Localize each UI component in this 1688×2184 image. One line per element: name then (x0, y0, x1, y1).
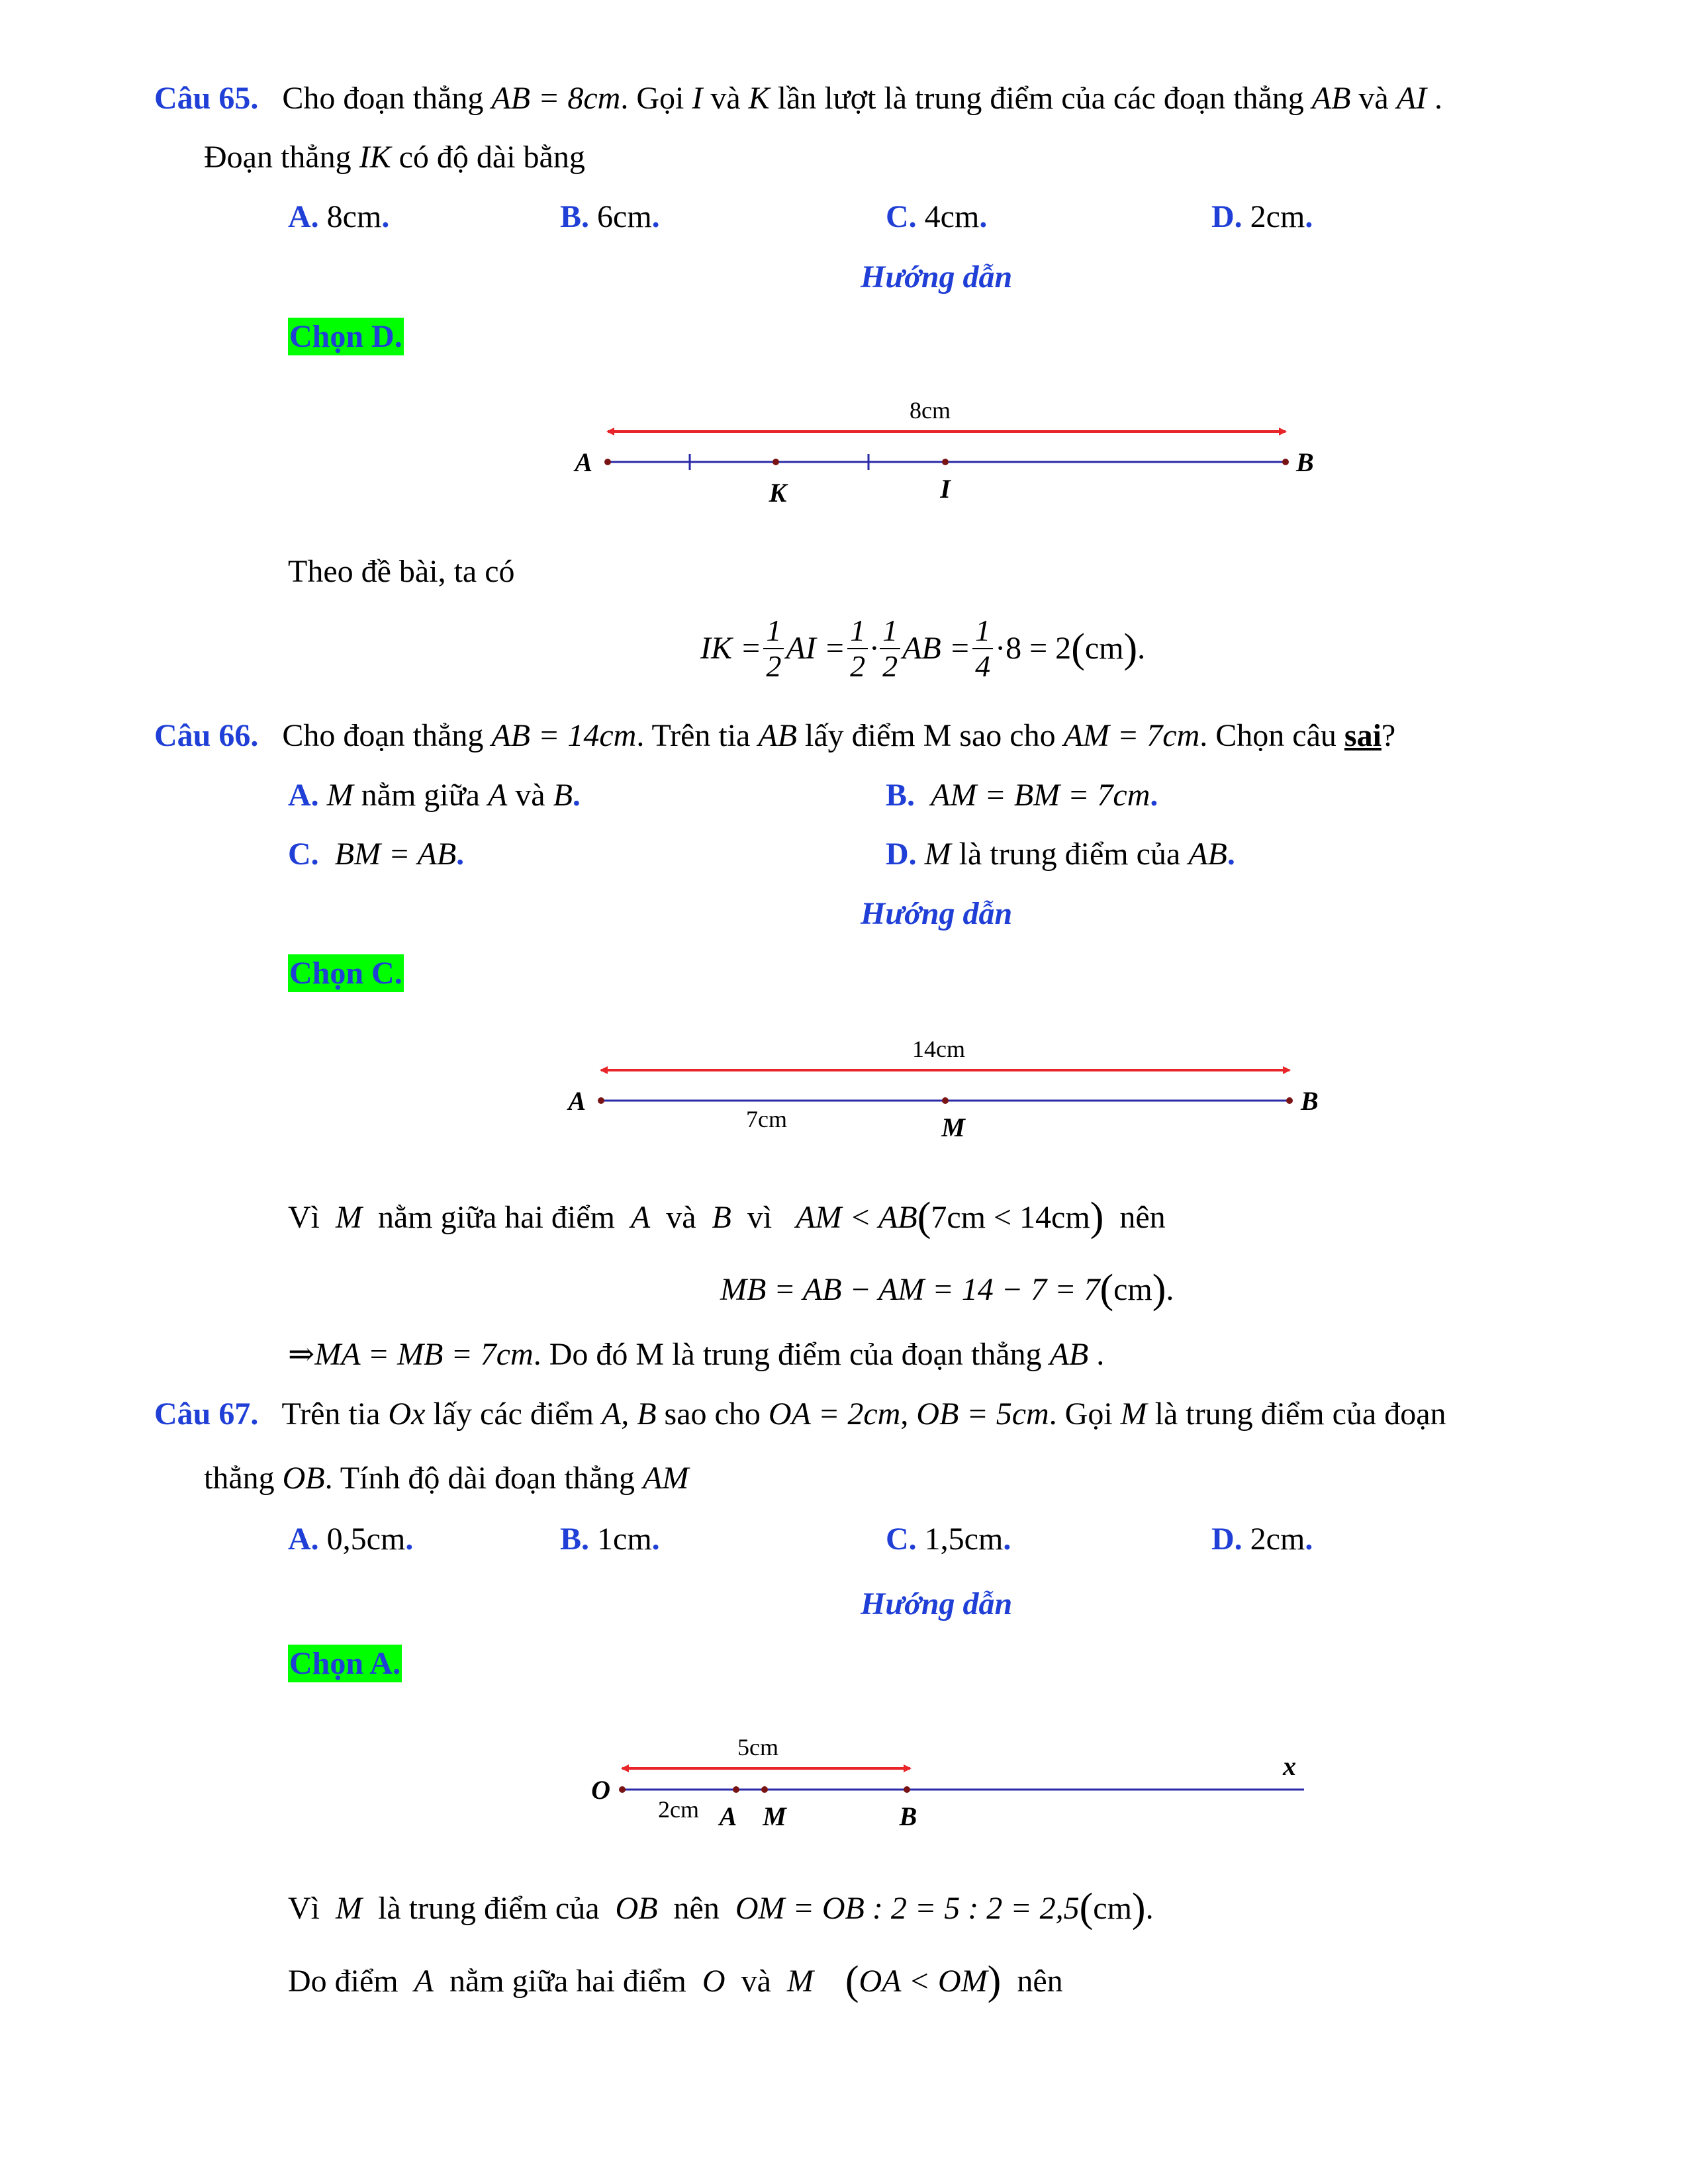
option-letter: B. (560, 1522, 590, 1557)
paren: ( (1100, 1267, 1114, 1312)
q65-option-d[interactable] (1211, 201, 1313, 233)
q66-number: Câu 66. (154, 718, 259, 753)
q67-text: thẳng (204, 1461, 275, 1496)
numerator: 1 (972, 615, 993, 649)
answer-highlight: Chọn A. (289, 1646, 401, 1681)
q66-math: AB = 14cm (491, 718, 637, 753)
q67-question-line1 (154, 1398, 1446, 1430)
unit: cm (1084, 631, 1124, 666)
paren: ) (1123, 626, 1138, 671)
length-label: 14cm (912, 1036, 965, 1062)
implies-symbol: ⇒ (288, 1337, 315, 1372)
label-b: B (899, 1801, 917, 1831)
point-k (773, 459, 779, 465)
option-dot: . (456, 837, 465, 872)
text: nên (1017, 1964, 1063, 1999)
point-b (1286, 1097, 1293, 1104)
option-text: 0,5cm (326, 1522, 406, 1557)
length-label: 5cm (737, 1734, 778, 1760)
q66-guide-heading: Hướng dẫn (861, 896, 1013, 931)
q65-math-k: K (748, 81, 770, 116)
q65-math-ai: AI (1396, 81, 1427, 116)
math: AB (1049, 1337, 1089, 1372)
label-m: M (763, 1801, 786, 1831)
point-m (761, 1786, 768, 1793)
q67-solution-line2 (288, 1960, 1063, 2001)
q66-text: . Trên tia (636, 718, 751, 753)
paren: ) (1131, 1886, 1146, 1931)
paren: ( (845, 1958, 859, 2003)
paren: ( (917, 1195, 931, 1240)
paren: ) (1152, 1267, 1166, 1312)
option-letter: D. (1211, 1522, 1243, 1557)
q66-math: AM = 7cm (1063, 718, 1200, 753)
q66-diagram (0, 1029, 1688, 1148)
q65-text: có độ dài bằng (399, 140, 585, 175)
q66-question-line1 (154, 720, 1395, 752)
q65-text: . Gọi (620, 81, 684, 116)
denominator: 2 (882, 649, 898, 683)
point-m (942, 1097, 949, 1104)
text: nằm giữa hai điểm (377, 1200, 615, 1235)
math: AM < AB (796, 1200, 917, 1235)
q65-question-line1 (154, 83, 1442, 114)
point-b (904, 1786, 910, 1793)
text: nên (1119, 1200, 1166, 1235)
q66-solution-line2 (720, 1269, 1174, 1310)
option-dot: . (572, 778, 581, 813)
q67-diagram (0, 1721, 1688, 1846)
numerator: 1 (880, 615, 900, 649)
q67-text: , (900, 1396, 909, 1432)
q67-option-a[interactable] (288, 1524, 413, 1555)
label-b: B (1296, 447, 1314, 477)
text: . Do đó M là trung điểm của đoạn thẳng (533, 1337, 1042, 1372)
q67-math: OB (282, 1461, 325, 1496)
option-text: BM = AB (334, 837, 457, 872)
option-dot: . (1150, 778, 1158, 813)
point-a (598, 1097, 604, 1104)
option-text: 6cm (597, 199, 652, 234)
formula-part: AI = (786, 631, 846, 666)
q67-answer (288, 1648, 402, 1680)
q66-text: lấy điểm M sao cho (805, 718, 1056, 753)
q67-text: sao cho (664, 1396, 761, 1432)
denominator: 4 (975, 649, 991, 683)
option-text: là trung điểm của (951, 837, 1189, 872)
q67-math: M (1120, 1396, 1147, 1432)
q67-math: Ox (388, 1396, 426, 1432)
text: Vì (288, 1891, 320, 1926)
math: O (702, 1964, 726, 1999)
label-b: B (1301, 1086, 1319, 1116)
unit: cm (1113, 1272, 1152, 1307)
label-a: A (568, 1086, 586, 1116)
label-k: K (769, 478, 787, 508)
q65-question-line2 (204, 142, 585, 173)
text: và (666, 1200, 696, 1235)
option-text: 2cm (1250, 199, 1305, 234)
label-i: I (940, 474, 951, 504)
option-letter: C. (886, 1522, 917, 1557)
option-dot: . (1227, 837, 1235, 872)
q67-math: OB = 5cm (916, 1396, 1049, 1432)
math: M (336, 1891, 362, 1926)
option-text: 1cm (597, 1522, 652, 1557)
option-text: M (924, 837, 951, 872)
q67-text: là trung điểm của đoạn (1154, 1396, 1446, 1432)
math: OB (615, 1891, 658, 1926)
option-letter: C. (886, 199, 917, 234)
option-text: A (487, 778, 508, 813)
q66-option-c[interactable] (288, 839, 464, 870)
option-letter: D. (1211, 199, 1243, 234)
option-letter: B. (886, 778, 915, 813)
label-o: O (591, 1775, 610, 1805)
paren: ) (1090, 1195, 1104, 1240)
q65-option-a[interactable] (288, 201, 389, 233)
option-dot: . (1305, 1522, 1313, 1557)
q66-text: ? (1381, 718, 1396, 753)
text: là trung điểm của (377, 1891, 600, 1926)
paren: ) (987, 1958, 1002, 2003)
option-text: M (326, 778, 353, 813)
q66-keyword-sai: sai (1344, 718, 1382, 753)
paren: ( (1079, 1886, 1094, 1931)
option-dot: . (979, 199, 988, 234)
formula-part: · (870, 631, 878, 666)
math: B (712, 1200, 731, 1235)
length-label: 8cm (910, 397, 951, 424)
text: nên (673, 1891, 720, 1926)
math: MA = MB = 7cm (314, 1337, 534, 1372)
q65-text: và (710, 81, 741, 116)
q67-option-b[interactable] (560, 1524, 660, 1555)
text: . (1145, 1891, 1154, 1926)
q67-solution-line1 (288, 1888, 1154, 1929)
fraction (763, 615, 784, 682)
option-text: AB (1188, 837, 1227, 872)
paren: ( (1071, 626, 1085, 671)
option-text: nằm giữa (353, 778, 488, 813)
option-text: 8cm (326, 199, 382, 234)
point-o (619, 1786, 626, 1793)
option-letter: D. (886, 837, 917, 872)
q66-option-d[interactable] (886, 839, 1235, 870)
q65-text: lần lượt là trung điểm của các đoạn thẳng (777, 81, 1304, 116)
q67-text: . Gọi (1049, 1396, 1113, 1432)
q67-text: lấy các điểm (433, 1396, 594, 1432)
q66-math: AB (758, 718, 797, 753)
q67-text: Trên tia (281, 1396, 381, 1432)
math: 7cm < 14cm (931, 1200, 1090, 1235)
q66-answer (288, 958, 404, 989)
option-letter: A. (288, 1522, 319, 1557)
q65-option-b[interactable] (560, 201, 660, 233)
q65-math-ik: IK (359, 140, 391, 175)
math: A (414, 1964, 434, 1999)
point-a (604, 459, 611, 465)
option-text: 2cm (1250, 1522, 1305, 1557)
q65-math-ab2: AB (1311, 81, 1351, 116)
option-text: B (553, 778, 573, 813)
q67-guide-heading: Hướng dẫn (861, 1586, 1013, 1621)
q66-text: . Chọn câu (1199, 718, 1336, 753)
q67-math: AM (643, 1461, 689, 1496)
label-m: M (941, 1113, 965, 1142)
text: Do điểm (288, 1964, 399, 1999)
math: MB = AB − AM = 14 − 7 = 7 (720, 1272, 1100, 1307)
q65-math-i: I (692, 81, 703, 116)
q65-diagram (0, 390, 1688, 516)
option-text: 1,5cm (924, 1522, 1004, 1557)
label-a: A (575, 447, 592, 477)
segment-label: 7cm (746, 1106, 787, 1132)
point-a (733, 1786, 739, 1793)
q66-solution-line1 (288, 1197, 1166, 1238)
unit: cm (1093, 1891, 1132, 1926)
q65-answer (288, 321, 404, 353)
q65-option-c[interactable] (886, 201, 987, 233)
option-letter: B. (560, 199, 590, 234)
option-letter: A. (288, 199, 319, 234)
math: M (786, 1964, 814, 1999)
q67-option-d[interactable] (1211, 1524, 1313, 1555)
q67-question-line2 (204, 1463, 688, 1494)
formula-part: . (1137, 631, 1146, 666)
answer-highlight: Chọn C. (289, 956, 402, 991)
q67-option-c[interactable] (886, 1524, 1011, 1555)
q65-formula (700, 615, 1145, 682)
q67-number: Câu 67. (154, 1396, 259, 1432)
q67-text: . Tính độ dài đoạn thẳng (324, 1461, 635, 1496)
q67-math: A, B (601, 1396, 657, 1432)
text: nằm giữa hai điểm (449, 1964, 686, 1999)
q65-number: Câu 65. (154, 81, 259, 116)
math: OM = OB : 2 = 5 : 2 = 2,5 (735, 1891, 1080, 1926)
q65-math-ab: AB = 8cm (491, 81, 621, 116)
q66-solution-line3 (288, 1339, 1104, 1371)
fraction (847, 615, 868, 682)
q65-solution-intro: Theo đề bài, ta có (288, 554, 515, 589)
q65-text: Cho đoạn thẳng (282, 81, 484, 116)
label-a: A (719, 1801, 737, 1831)
option-dot: . (405, 1522, 414, 1557)
math: M (336, 1200, 362, 1235)
q65-text: . (1434, 81, 1443, 116)
denominator: 2 (766, 649, 782, 683)
formula-part: IK = (700, 631, 762, 666)
fraction (880, 615, 900, 682)
text: Vì (288, 1200, 320, 1235)
option-dot: . (651, 199, 660, 234)
fraction (972, 615, 993, 682)
point-i (942, 459, 949, 465)
q66-text: Cho đoạn thẳng (282, 718, 484, 753)
text: . (1096, 1337, 1105, 1372)
q65-text: Đoạn thẳng (204, 140, 352, 175)
q67-math: OA = 2cm (768, 1396, 901, 1432)
option-text: và (507, 778, 553, 813)
math: OA < OM (859, 1964, 988, 1999)
option-text: 4cm (924, 199, 980, 234)
option-dot: . (1305, 199, 1313, 234)
math: A (630, 1200, 651, 1235)
segment-label: 2cm (658, 1796, 699, 1823)
formula-part: AB = (902, 631, 971, 666)
text: vì (747, 1200, 773, 1235)
q66-option-b[interactable] (886, 780, 1158, 811)
formula-part: ·8 = 2 (995, 631, 1072, 666)
option-dot: . (1003, 1522, 1011, 1557)
text: và (741, 1964, 771, 1999)
point-b (1282, 459, 1289, 465)
text: . (1166, 1272, 1174, 1307)
option-letter: A. (288, 778, 319, 813)
numerator: 1 (847, 615, 868, 649)
option-dot: . (651, 1522, 660, 1557)
option-letter: C. (288, 837, 319, 872)
numerator: 1 (763, 615, 784, 649)
q65-guide-heading: Hướng dẫn (861, 259, 1013, 295)
answer-highlight: Chọn D. (289, 319, 402, 354)
option-dot: . (381, 199, 390, 234)
q66-option-a[interactable] (288, 780, 581, 811)
option-text: AM = BM = 7cm (931, 778, 1150, 813)
label-x: x (1283, 1751, 1296, 1781)
denominator: 2 (850, 649, 866, 683)
q65-text: và (1358, 81, 1389, 116)
